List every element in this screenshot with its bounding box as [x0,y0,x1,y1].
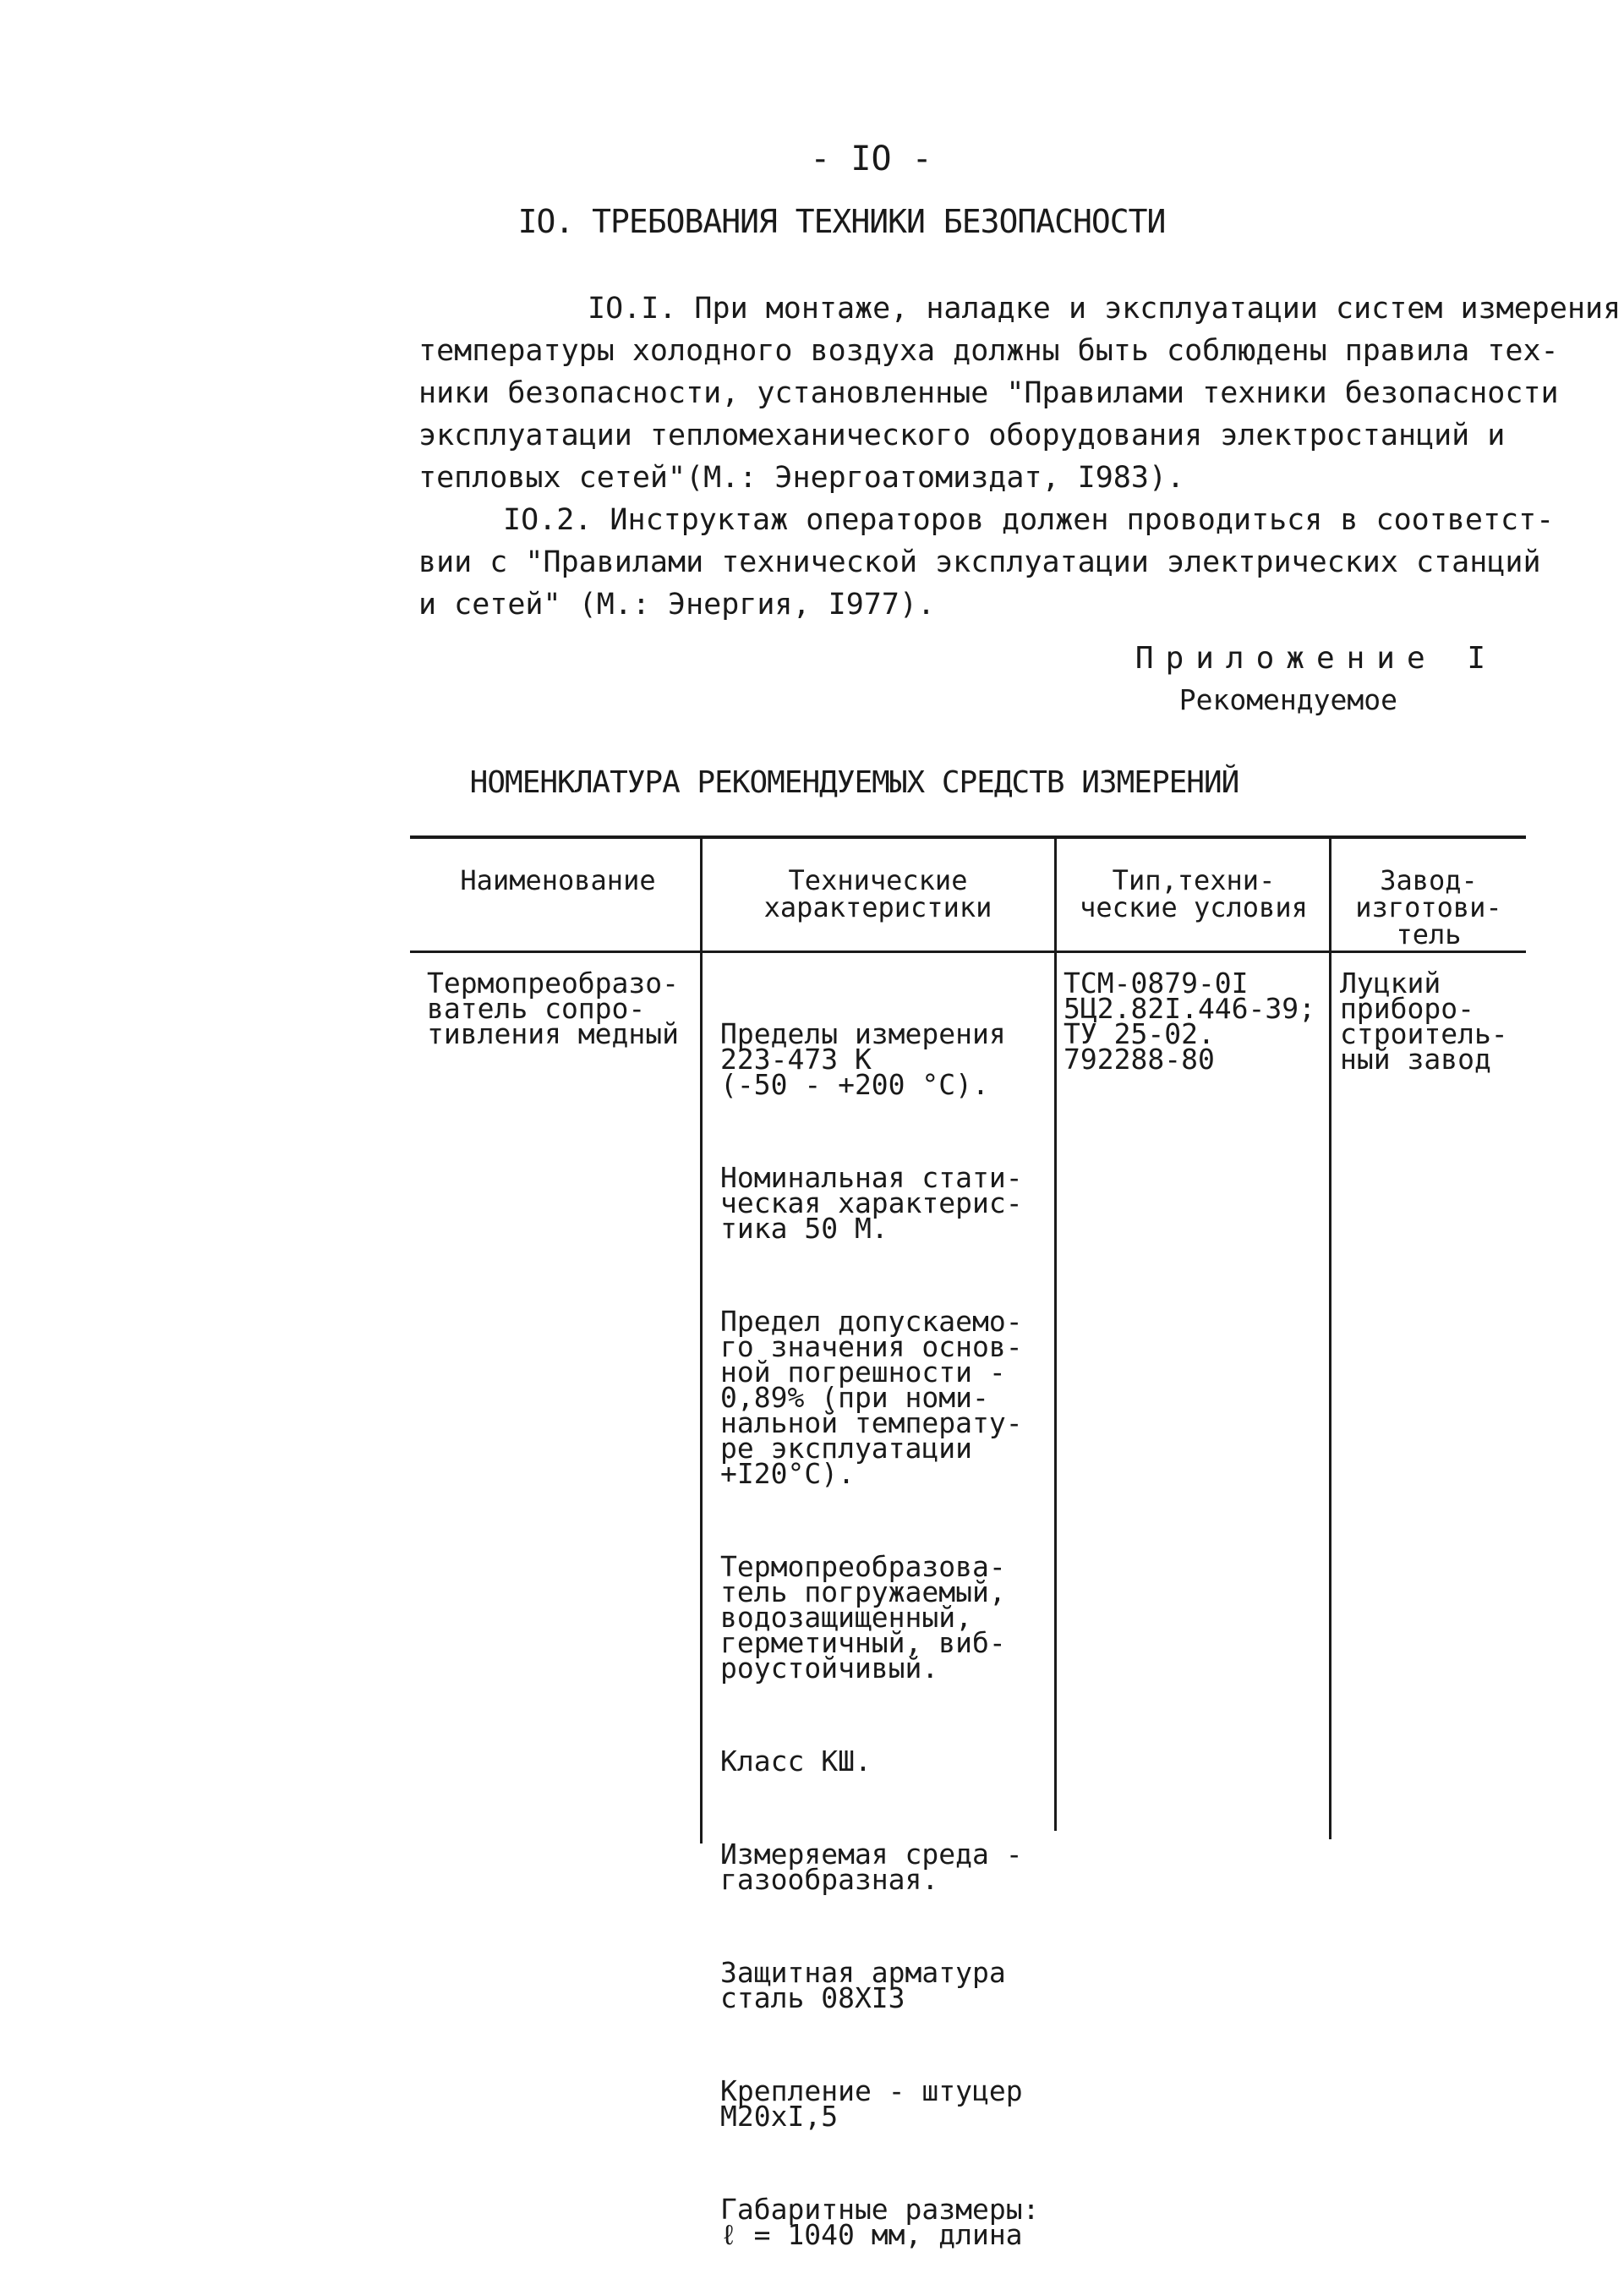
paragraph-10-1 [418,288,1621,499]
para1-line: температуры холодного воздуха должны быть соблюдены правила тех- [418,334,1559,368]
para2-line: вии с "Правилами технической эксплуатации электрических станций [418,545,1541,579]
para1-line: эксплуатации тепломеханического оборудования электростанций и [418,419,1506,452]
spec-item: Класс КШ. [720,1745,872,1778]
page-number: - IO - [810,140,932,178]
table-header-rule [410,951,1526,953]
column-divider-3 [1329,837,1331,1839]
cell-name: Термопреобразо- ватель сопро- тивления медный [427,967,680,1050]
spec-item: Предел допускаемо- го значения основ- ной погрешности - 0,89% (при номи- нальной температу- ре эксплуатации +I20°C). [720,1305,1023,1490]
header-specs: Технические характеристики [763,864,992,923]
paragraph-10-2 [418,499,1555,626]
table-title: НОМЕНКЛАТУРА РЕКОМЕНДУЕМЫХ СРЕДСТВ ИЗМЕРЕНИЙ [469,765,1239,800]
para1-line: тепловых сетей"(М.: Энергоатомиздат, I983). [418,461,1185,495]
cell-maker: Луцкий приборо- строитель- ный завод [1340,967,1508,1076]
para1-line: IO.I. При монтаже, наладке и эксплуатации систем измерения [588,292,1621,326]
spec-item: Номинальная стати- ческая характерис- тика 50 М. [720,1161,1023,1245]
column-divider-1 [700,837,703,1844]
para2-line: IO.2. Инструктаж операторов должен проводиться в соответст- [503,503,1555,537]
spec-item: Термопреобразова- тель погружаемый, водозащищенный, герметичный, виб- роустойчивый. [720,1550,1006,1685]
spec-item: Измеряемая среда - газообразная. [720,1838,1023,1896]
cell-type: ТСМ-0879-0I 5Ц2.82I.446-39; ТУ 25-02. 792288-80 [1064,967,1316,1076]
header-type: Тип,техни- ческие условия [1080,864,1308,923]
cell-specs [720,971,1050,2290]
section-title: IO. ТРЕБОВАНИЯ ТЕХНИКИ БЕЗОПАСНОСТИ [517,203,1166,240]
header-maker: Завод- изготови- тель [1355,864,1502,951]
spec-item: Пределы измерения 223-473 К (-50 - +200 °C). [720,1017,1006,1101]
appendix-label: Приложение I [1135,641,1497,676]
header-name: Наименование [460,864,656,896]
para1-line: ники безопасности, установленные "Правилами техники безопасности [418,376,1559,410]
column-divider-2 [1054,837,1057,1831]
para2-line: и сетей" (М.: Энергия, I977). [418,588,936,622]
spec-item: Габаритные размеры: ℓ = 1040 мм, длина [720,2193,1040,2251]
appendix-note: Рекомендуемое [1178,683,1397,716]
spec-item: Защитная арматура сталь 08XI3 [720,1956,1006,2014]
table-top-rule [410,835,1526,839]
spec-item: Крепление - штуцер M20xI,5 [720,2074,1023,2133]
